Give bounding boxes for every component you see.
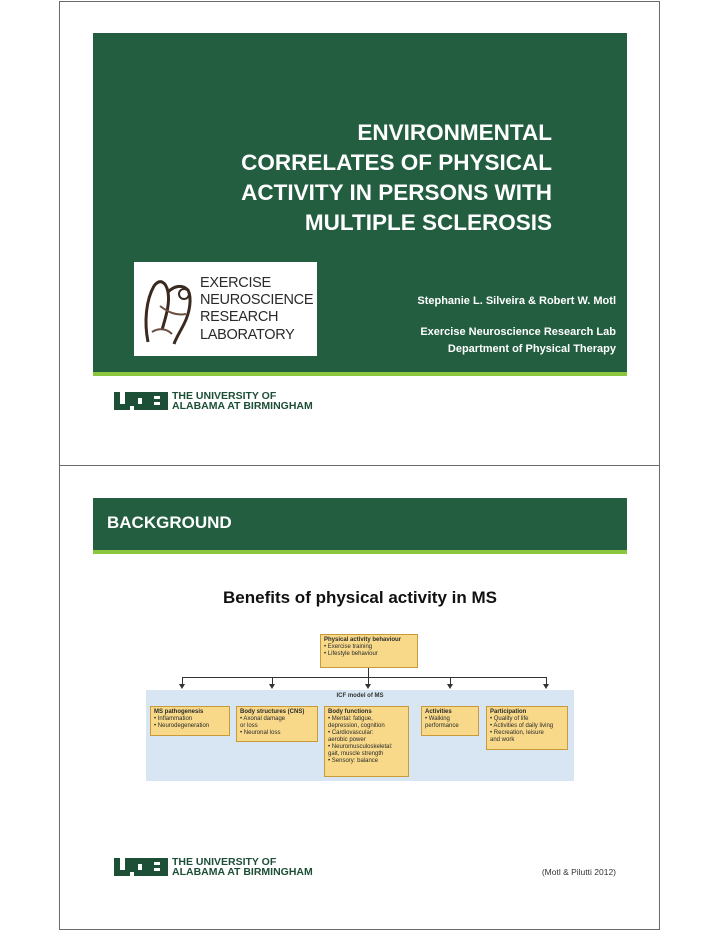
affiliation-line: Exercise Neuroscience Research Lab [420,326,616,338]
fig-box-item: • Sensory: balance [328,758,379,764]
fig-connector [368,668,369,677]
fig-box-item: • Neuronal loss [240,730,281,736]
fig-box-title: Activities [425,709,452,715]
affiliation-line: Department of Physical Therapy [447,343,616,355]
title-line: ENVIRONMENTAL [357,120,552,145]
affiliation [420,324,616,358]
fig-box-item: gait, muscle strength [328,751,384,757]
background-slide-accent-stripe [93,550,627,554]
logo-line: LABORATORY [200,326,295,343]
fig-box-title: MS pathogenesis [154,709,204,715]
fig-box-ms-pathogenesis [150,706,230,736]
arrow-down-icon [447,684,453,689]
fig-box-item: • Exercise training [324,644,373,650]
title-slide-accent-stripe [93,372,627,376]
logo-line: NEUROSCIENCE [200,292,314,309]
arrow-down-icon [269,684,275,689]
authors: Stephanie L. Silveira & Robert W. Motl [417,295,616,307]
fig-box-item: aerobic power [328,737,366,743]
fig-box-item: • Lifestyle behaviour [324,651,378,657]
university-line: THE UNIVERSITY OF [172,389,277,402]
icf-band-label: ICF model of MS [336,693,384,699]
arrow-down-icon [543,684,549,689]
fig-box-participation [486,706,568,750]
title-line: ACTIVITY IN PERSONS WITH [241,180,552,205]
background-subtitle: Benefits of physical activity in MS [223,588,497,607]
fig-box-title: Participation [490,709,527,715]
fig-box-title: Physical activity behaviour [324,637,402,643]
university-line: ALABAMA AT BIRMINGHAM [172,866,313,878]
uab-logo [114,391,313,411]
fig-connector [182,677,546,678]
fig-box-item: performance [425,723,459,729]
university-line: ALABAMA AT BIRMINGHAM [172,400,313,412]
citation: (Motl & Pilutti 2012) [541,867,616,877]
fig-box-item: • Recreation, leisure [490,730,544,736]
arrow-down-icon [179,684,185,689]
fig-box-title: Body functions [328,709,372,715]
fig-box-item: • Activities of daily living [490,723,554,729]
fig-top-box [320,634,418,668]
fig-box-activities [421,706,479,736]
fig-box-item: • Mental: fatigue, [328,716,373,722]
fig-box-item: • Axonal damage [240,716,286,722]
fig-box-item: • Cardiovascular: [328,730,374,736]
logo-line: RESEARCH [200,309,279,326]
fig-box-item: depression, cognition [328,723,385,729]
icf-figure [146,634,574,781]
fig-box-item: • Neuromusculoskeletal: [328,744,393,750]
uab-mark-icon [114,857,168,877]
logo-line: EXERCISE [200,275,271,291]
fig-box-item: or loss [240,723,258,729]
arrow-down-icon [365,684,371,689]
lab-logo-figure-icon [140,272,198,350]
uab-logo [114,857,313,877]
fig-box-body-functions [324,706,409,777]
fig-box-title: Body structures (CNS) [240,709,305,715]
slide-divider [59,465,660,466]
fig-box-item: • Inflammation [154,716,193,722]
fig-box-item: • Walking [425,716,450,722]
lab-logo [134,262,317,356]
background-heading: BACKGROUND [107,513,232,532]
uab-mark-icon [114,391,168,411]
slide-title [112,118,552,238]
fig-box-item: • Neurodegeneration [154,723,210,729]
fig-box-item: and work [490,737,515,743]
fig-box-body-structures [236,706,318,742]
title-line: MULTIPLE SCLEROSIS [304,210,552,235]
fig-box-item: • Quality of life [490,716,529,722]
title-line: CORRELATES OF PHYSICAL [241,150,552,175]
university-line: THE UNIVERSITY OF [172,855,277,868]
